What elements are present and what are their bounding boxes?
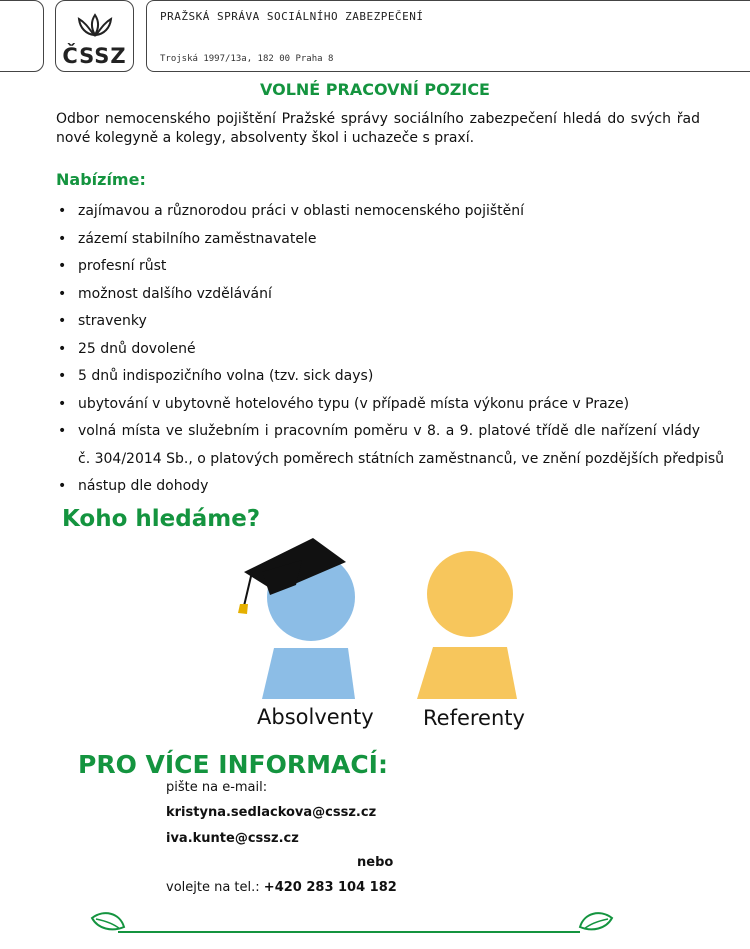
list-item-continuation: č. 304/2014 Sb., o platových poměrech státních zaměstnanců, ve znění pozdějších předpisů — [78, 451, 725, 467]
organization-address: Trojská 1997/13a, 182 00 Praha 8 — [160, 54, 334, 64]
officers-label: Referenty — [423, 706, 525, 730]
bullet-icon: • — [58, 395, 67, 412]
list-item-text: ubytování v ubytovně hotelového typu (v případě místa výkonu práce v Praze) — [78, 395, 630, 412]
officer-figure — [417, 551, 517, 699]
bullet-icon: • — [58, 285, 67, 302]
logo-text: ČSSZ — [62, 44, 127, 68]
graduate-body — [262, 648, 355, 699]
whom-heading: Koho hledáme? — [62, 506, 261, 532]
list-item-text: zázemí stabilního zaměstnavatele — [78, 230, 317, 247]
list-item-text: možnost dalšího vzdělávání — [78, 285, 272, 302]
list-item-text: nástup dle dohody — [78, 478, 209, 494]
offer-heading: Nabízíme: — [56, 170, 146, 189]
email-link-2[interactable]: iva.kunte@cssz.cz — [166, 831, 299, 846]
graduate-figure — [238, 538, 355, 699]
page-title: VOLNÉ PRACOVNÍ POZICE — [260, 80, 490, 99]
email-link-1[interactable]: kristyna.sedlackova@cssz.cz — [166, 805, 377, 820]
list-item-text: stravenky — [78, 313, 147, 329]
or-label: nebo — [357, 855, 394, 870]
list-item-text: zajímavou a různorodou práci v oblasti nemocenského pojištění — [78, 203, 525, 219]
footer-decoration — [0, 905, 750, 945]
list-item-text: profesní růst — [78, 258, 167, 274]
list-item-text: 25 dnů dovolené — [78, 340, 196, 357]
officer-head — [427, 551, 513, 637]
right-leaf-icon — [580, 913, 612, 929]
bullet-icon: • — [58, 340, 67, 357]
left-leaf-icon — [92, 913, 124, 929]
bullet-icon: • — [58, 423, 67, 439]
bullet-icon: • — [58, 203, 67, 219]
organization-name: PRAŽSKÁ SPRÁVA SOCIÁLNÍHO ZABEZPEČENÍ — [160, 10, 424, 23]
bullet-icon: • — [58, 313, 67, 329]
phone-label: volejte na tel.: — [166, 880, 260, 895]
phone-line — [166, 880, 397, 895]
bullet-icon: • — [58, 368, 67, 384]
intro-paragraph: Odbor nemocenského pojištění Pražské správy sociálního zabezpečení hledá do svých řad nové kolegyně a kolegy, absolventy škol i uchazeče s praxí. — [56, 111, 700, 146]
officer-body — [417, 647, 517, 699]
more-info-heading: PRO VÍCE INFORMACÍ: — [78, 750, 388, 779]
bullet-icon: • — [58, 258, 67, 274]
email-intro: pište na e-mail: — [166, 780, 268, 795]
list-item-text: volná místa ve služebním i pracovním poměru v 8. a 9. platové třídě dle nařízení vlády — [78, 423, 700, 439]
phone-number[interactable]: +420 283 104 182 — [263, 880, 397, 895]
bullet-icon: • — [58, 478, 67, 494]
list-item-text: 5 dnů indispozičního volna (tzv. sick days) — [78, 368, 374, 384]
bullet-icon: • — [58, 230, 67, 247]
graduates-label: Absolventy — [257, 705, 374, 729]
